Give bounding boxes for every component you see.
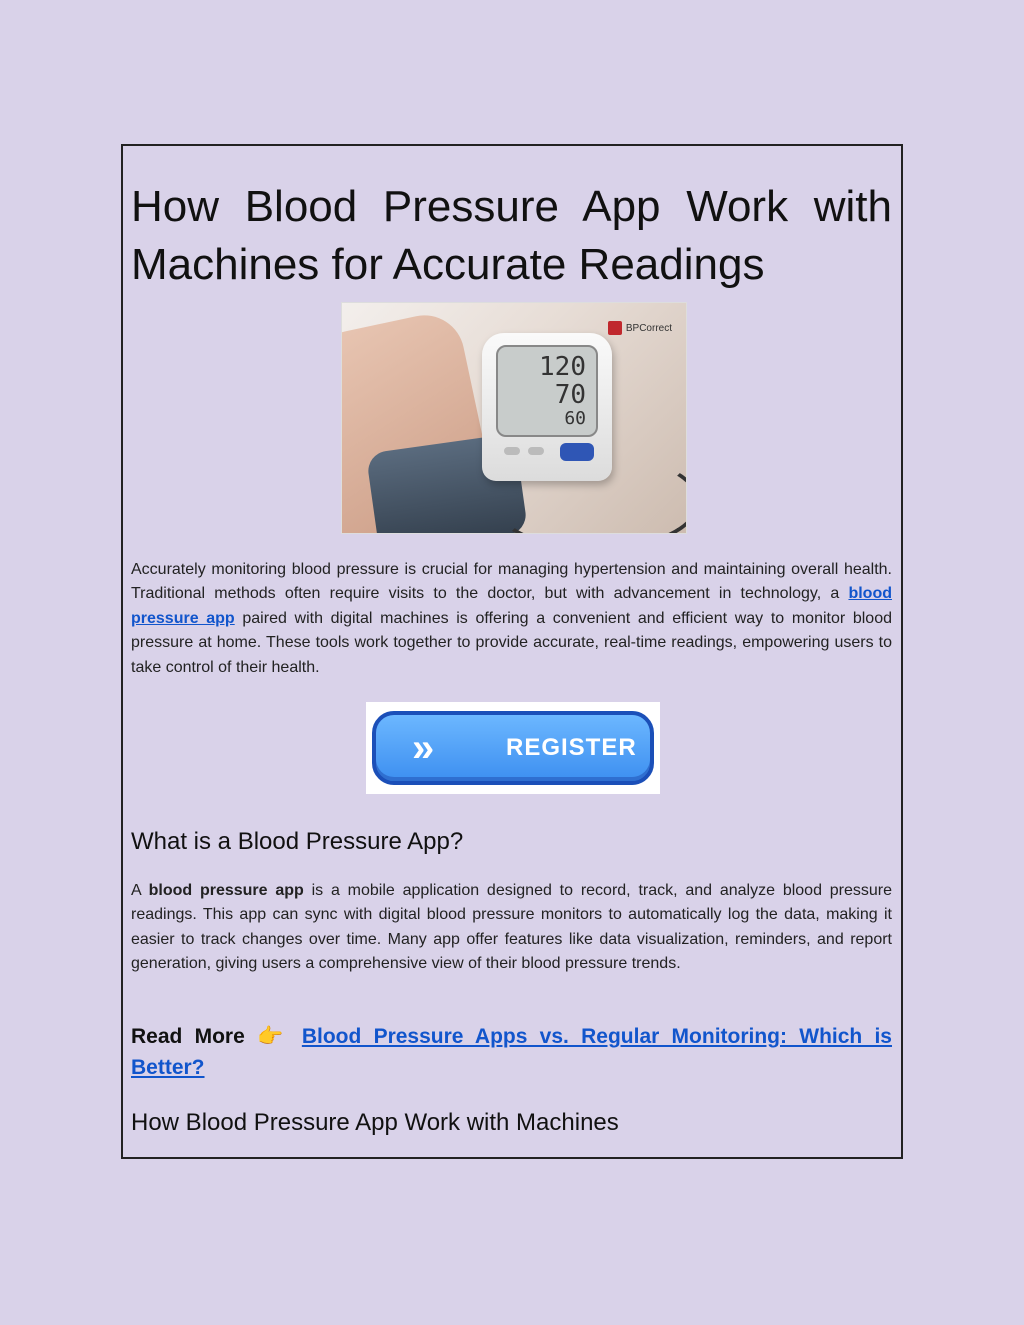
blood-pressure-monitor-image [341,302,687,534]
register-button[interactable] [372,711,654,785]
register-banner [366,702,660,794]
read-more-line [131,1021,892,1083]
page-title-line-1: How Blood Pressure App Work with [131,182,892,231]
document-page [121,144,903,1159]
double-chevron-right-icon: » [412,726,421,770]
read-more-label: Read More [131,1025,245,1048]
intro-text-after: paired with digital machines is offering a convenient and efficient way to monitor blood pressure at home. These tools work together to provide accurate, real-time readings, empowering users to take control of their health. [131,609,893,676]
monitor-start-button [560,443,594,461]
pulse-reading: 60 [564,408,586,429]
intro-text-before: Accurately monitoring blood pressure is crucial for managing hypertension and maintaining overall health. Traditional methods often require visits to the doctor, but with advancement in technology, a [131,561,892,603]
read-more-link[interactable]: Blood Pressure Apps vs. Regular Monitoring: Which is Better? [131,1025,892,1079]
monitor-button-middle [528,447,544,455]
monitor-screen [496,345,598,437]
brand-badge [608,321,672,335]
blood-pressure-app-link[interactable]: blood pressure app [131,585,892,627]
section1-lead: A [131,882,149,899]
systolic-reading: 120 [539,352,586,382]
section1-paragraph [131,879,892,977]
section-heading-how-works: How Blood Pressure App Work with Machines [131,1109,619,1136]
section1-bold-term: blood pressure app [148,882,304,899]
monitor-button-left [504,447,520,455]
pointing-hand-icon: 👉 [257,1025,290,1048]
page-title-line-2: Machines for Accurate Readings [131,240,765,289]
brand-logo-icon [608,321,622,335]
section1-body: is a mobile application designed to record, track, and analyze blood pressure readings. This app can sync with digital blood pressure monitors to automatically log the data, making it easier to track changes over time. Many app offer features like data visualization, reminders, and report generation, giving users a comprehensive view of their blood pressure trends. [131,882,893,973]
diastolic-reading: 70 [554,380,586,410]
register-label: REGISTER [506,734,637,761]
intro-paragraph [131,558,892,680]
monitor-device [482,333,612,481]
section-heading-what-is: What is a Blood Pressure App? [131,828,464,855]
page-title [131,178,892,294]
brand-name: BPCorrect [625,322,672,334]
